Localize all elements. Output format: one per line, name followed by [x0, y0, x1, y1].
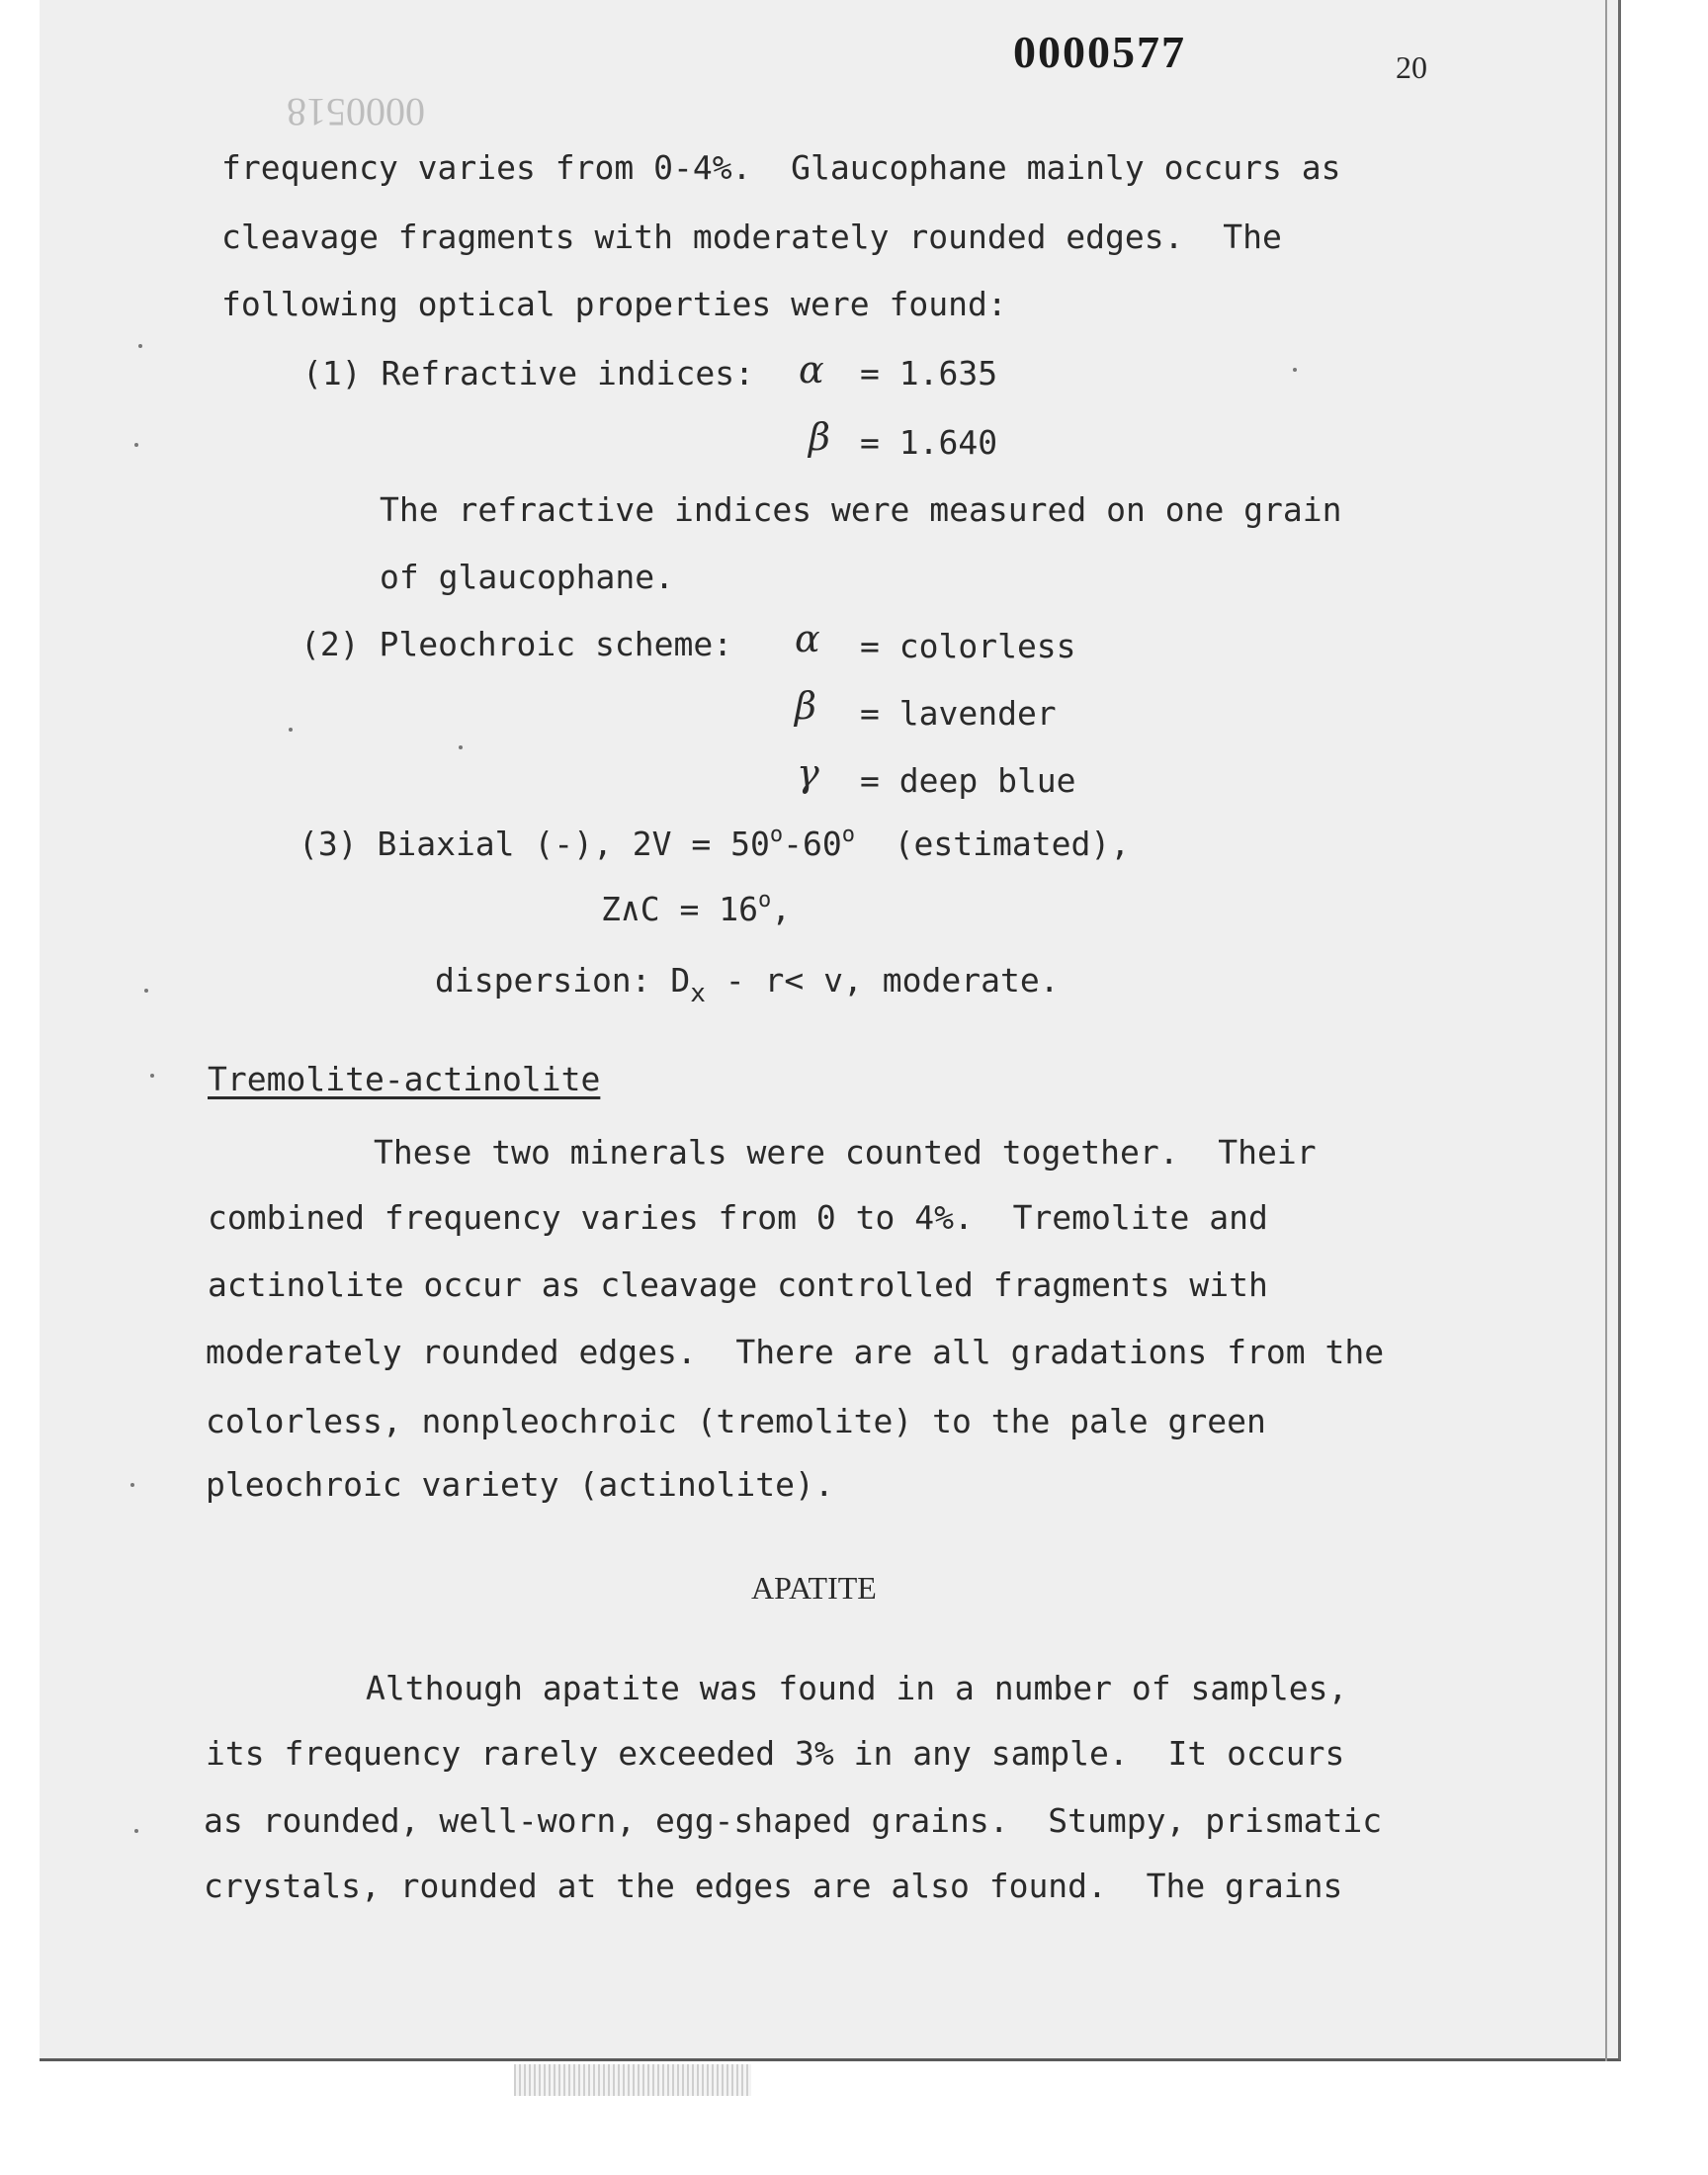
paragraph-line: These two minerals were counted together. Their	[374, 1133, 1317, 1172]
extinction-text: Z∧C = 16	[601, 890, 758, 928]
scan-speckle	[459, 745, 463, 749]
ghost-stamp-number: 0000518	[287, 90, 425, 134]
dispersion-text: dispersion: D	[435, 961, 691, 1000]
paragraph-line: its frequency rarely exceeded 3% in any sample. It occurs	[206, 1734, 1345, 1773]
scan-speckle	[134, 443, 138, 447]
alpha-symbol: α	[795, 617, 820, 660]
gamma-symbol: γ	[797, 751, 819, 795]
dispersion-line	[435, 961, 1060, 1008]
paragraph-line: as rounded, well-worn, egg-shaped grains. Stumpy, prismatic	[204, 1801, 1383, 1840]
document-stamp-number: 0000577	[1013, 27, 1186, 77]
biaxial-text: -60	[783, 825, 842, 863]
paragraph-line: colorless, nonpleochroic (tremolite) to the pale green	[206, 1402, 1266, 1440]
scan-speckle	[130, 1483, 134, 1487]
refractive-index-alpha: = 1.635	[860, 354, 998, 392]
paragraph-line: Although apatite was found in a number of samples,	[366, 1669, 1348, 1707]
paragraph-line: actinolite occur as cleavage controlled fragments with	[208, 1265, 1268, 1304]
paragraph-line: moderately rounded edges. There are all gradations from the	[206, 1333, 1385, 1371]
degree-mark: o	[769, 823, 784, 847]
extinction-angle	[601, 890, 791, 929]
extinction-text: ,	[771, 890, 792, 928]
paragraph-line: cleavage fragments with moderately rounded edges. The	[221, 218, 1282, 256]
scan-speckle	[289, 728, 293, 732]
section-heading: Tremolite-actinolite	[208, 1060, 601, 1098]
dispersion-subscript: x	[690, 979, 706, 1008]
alpha-symbol: α	[799, 348, 824, 392]
paragraph-line: of glaucophane.	[380, 558, 675, 596]
pleochroic-alpha: = colorless	[860, 627, 1076, 665]
biaxial-text: (3) Biaxial (-), 2V = 50	[299, 825, 770, 863]
pleochroic-gamma: = deep blue	[860, 761, 1076, 800]
refractive-index-beta: = 1.640	[860, 423, 998, 462]
paragraph-line: The refractive indices were measured on one grain	[380, 490, 1342, 529]
degree-mark: o	[841, 823, 855, 847]
section-heading: APATITE	[751, 1570, 877, 1606]
biaxial-text: (estimated),	[854, 825, 1131, 863]
degree-mark: o	[757, 888, 772, 913]
paragraph-line: following optical properties were found:	[221, 285, 1007, 323]
pleochroic-beta: = lavender	[860, 694, 1057, 733]
dispersion-text: - r< v, moderate.	[705, 961, 1060, 1000]
list-item-label: (1) Refractive indices:	[302, 354, 754, 392]
scan-speckle	[1293, 368, 1297, 372]
paragraph-line: pleochroic variety (actinolite).	[206, 1465, 834, 1504]
list-item-label	[299, 825, 1130, 864]
scan-speckle	[138, 344, 142, 348]
list-item-label: (2) Pleochroic scheme:	[300, 625, 733, 663]
scanner-artifact	[514, 2064, 751, 2096]
scan-speckle	[134, 1829, 138, 1833]
paragraph-line: combined frequency varies from 0 to 4%. Tremolite and	[208, 1198, 1268, 1237]
page-edge-shadow	[1605, 0, 1607, 2061]
paragraph-line: frequency varies from 0-4%. Glaucophane mainly occurs as	[221, 148, 1341, 187]
scan-speckle	[144, 989, 148, 993]
beta-symbol: β	[795, 684, 816, 728]
beta-symbol: β	[809, 415, 830, 459]
page-number: 20	[1396, 49, 1427, 85]
scan-speckle	[150, 1074, 154, 1078]
paragraph-line: crystals, rounded at the edges are also found. The grains	[204, 1867, 1343, 1905]
